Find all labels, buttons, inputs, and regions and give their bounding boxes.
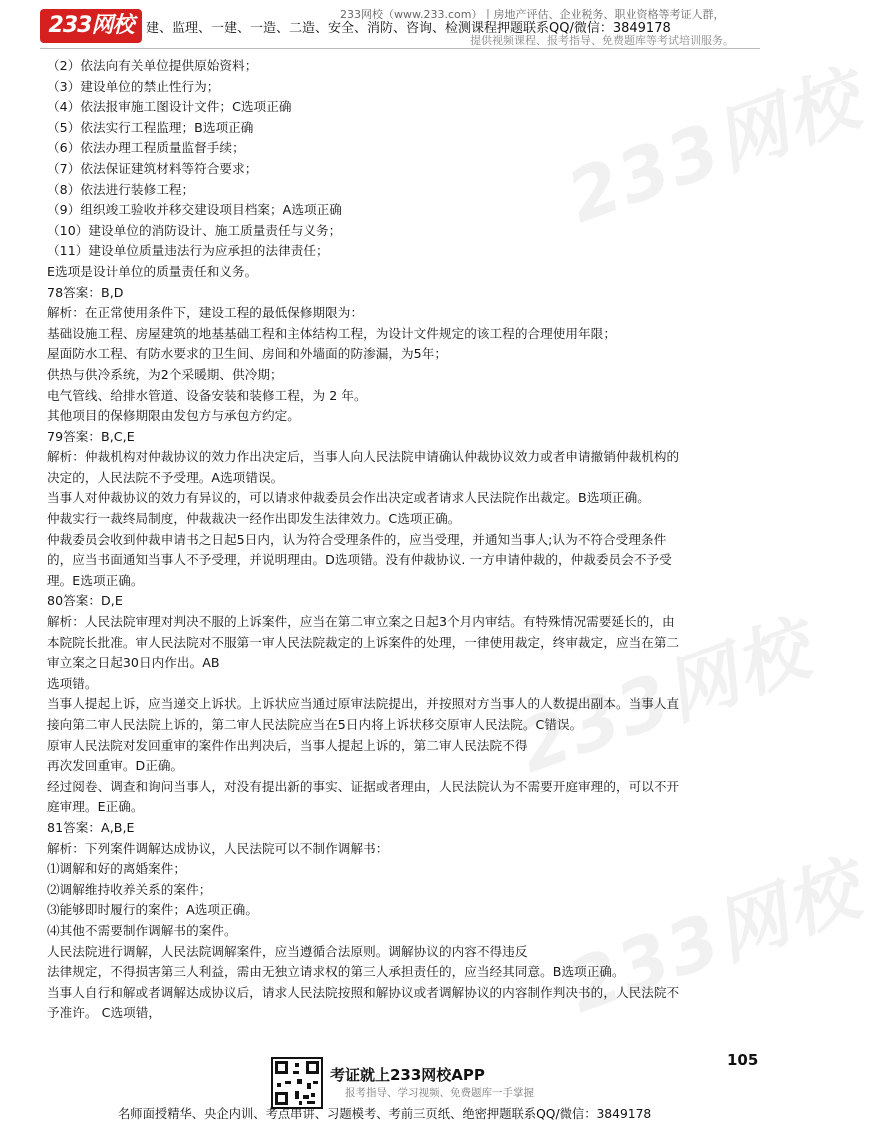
text-line: （8）依法进行装修工程； <box>47 181 195 197</box>
text-line: （11）建设单位质量违法行为应承担的法律责任； <box>47 243 329 259</box>
text-line: 经过阅卷、调查和询问当事人，对没有提出新的事实、证据或者理由，人民法院认为不需要开庭审理的，可以不开 <box>47 778 680 794</box>
text-line: 理。E选项正确。 <box>47 572 144 588</box>
text-line: 80答案：D,E <box>47 593 123 609</box>
watermark: 233网校 <box>556 56 872 240</box>
text-line: 其他项目的保修期限由发包方与承包方约定。 <box>47 408 300 424</box>
text-line: 法律规定，不得损害第三人利益，需由无独立请求权的第三人承担责任的，应当经其同意。B选项正确。 <box>47 964 625 980</box>
answer-explanations <box>47 56 759 1024</box>
text-line: （2）依法向有关单位提供原始资料； <box>47 58 258 73</box>
text-line: 解析：在正常使用条件下，建设工程的最低保修期限为： <box>47 305 364 321</box>
text-line: 解析：仲裁机构对仲裁协议的效力作出决定后，当事人向人民法院申请确认仲裁协议效力或者申请撤销仲裁机构的 <box>47 449 680 465</box>
page-number: 105 <box>727 1051 759 1069</box>
text-line: （6）依法办理工程质量监督手续； <box>47 140 245 156</box>
app-promo-title: 考证就上233网校APP <box>330 1066 485 1084</box>
text-line: 予准许。 C选项错， <box>47 1005 162 1021</box>
text-line: （5）依法实行工程监理；B选项正确 <box>47 119 254 135</box>
text-line: 仲裁实行一裁终局制度，仲裁裁决一经作出即发生法律效力。C选项正确。 <box>47 511 461 527</box>
text-line: （9）组织竣工验收并移交建设项目档案；A选项正确 <box>47 202 342 218</box>
text-line: E选项是设计单位的质量责任和义务。 <box>47 263 258 279</box>
text-line: 选项错。 <box>47 675 98 691</box>
text-line: 再次发回重审。D正确。 <box>47 758 184 774</box>
text-line: 屋面防水工程、有防水要求的卫生间、房间和外墙面的防渗漏，为5年； <box>47 346 448 362</box>
text-line: 的，应当书面通知当事人不予受理，并说明理由。D选项错。没有仲裁协议. 一方申请仲裁的，仲裁委员会不予受 <box>47 552 672 568</box>
text-line: 79答案：B,C,E <box>47 428 135 444</box>
app-qr-code[interactable] <box>271 1057 323 1109</box>
text-line: 解析：下列案件调解达成协议，人民法院可以不制作调解书： <box>47 840 389 856</box>
text-line: 78答案：B,D <box>47 284 124 300</box>
text-line: （4）依法报审施工图设计文件；C选项正确 <box>47 99 292 115</box>
header-course-list: 建、监理、一建、一造、二造、安全、消防、咨询、检测课程押题联系QQ/微信：3849178 <box>146 21 671 36</box>
text-line: 审立案之日起30日内作出。AB <box>47 655 220 671</box>
text-line: 当事人自行和解或者调解达成协议后，请求人民法院按照和解协议或者调解协议的内容制作判决书的，人民法院不 <box>47 984 680 1000</box>
text-line: （7）依法保证建筑材料等符合要求； <box>47 160 258 176</box>
text-line: 供热与供冷系统，为2个采暖期、供冷期； <box>47 366 283 382</box>
text-line: ⑶能够即时履行的案件；A选项正确。 <box>47 902 258 918</box>
text-line: ⑷其他不需要制作调解书的案件。 <box>47 922 237 938</box>
header-site-intro: 233网校（www.233.com）丨房地产评估、企业税务、职业资格等考证人群， <box>340 8 725 21</box>
text-line: ⑵调解维持收养关系的案件； <box>47 881 212 897</box>
text-line: 决定的，人民法院不予受理。A选项错误。 <box>47 469 284 485</box>
text-line: 解析：人民法院审理对判决不服的上诉案件，应当在第二审立案之日起3个月内审结。有特殊情况需要延长的，由 <box>47 614 675 630</box>
text-line: ⑴调解和好的离婚案件； <box>47 861 187 877</box>
brand-logo: 233网校 <box>40 9 142 43</box>
header-service-intro: 提供视频课程、报考指导、免费题库等考试培训服务。 <box>470 34 734 47</box>
text-line: 当事人提起上诉，应当递交上诉状。上诉状应当通过原审法院提出，并按照对方当事人的人数提出副本。当事人直 <box>47 696 680 712</box>
text-line: 人民法院进行调解，人民法院调解案件，应当遵循合法原则。调解协议的内容不得违反 <box>47 943 528 959</box>
text-line: 庭审理。E正确。 <box>47 799 144 815</box>
page-header <box>0 0 800 52</box>
text-line: 本院院长批准。审人民法院对不服第一审人民法院裁定的上诉案件的处理，一律使用裁定，终审裁定，应当在第二 <box>47 634 680 650</box>
app-promo-subtitle: 报考指导、学习视频、免费题库一手掌握 <box>345 1087 534 1099</box>
text-line: 仲裁委员会收到仲裁申请书之日起5日内，认为符合受理条件的，应当受理，并通知当事人;认为不符合受理条件 <box>47 531 667 547</box>
header-divider <box>40 48 760 49</box>
text-line: 电气管线、给排水管道、设备安装和装修工程，为 2 年。 <box>47 387 367 403</box>
text-line: 81答案：A,B,E <box>47 819 135 835</box>
text-line: （3）建设单位的禁止性行为； <box>47 78 220 94</box>
text-line: 原审人民法院对发回重审的案件作出判决后，当事人提起上诉的，第二审人民法院不得 <box>47 737 528 753</box>
text-line: 接向第二审人民法院上诉的，第二审人民法院应当在5日内将上诉状移交原审人民法院。C错误。 <box>47 717 583 732</box>
watermark: 233网校 <box>556 846 872 1030</box>
footer-contact-line: 名师面授精华、央企内训、考点串讲、习题模考、考前三页纸、绝密押题联系QQ/微信：3849178 <box>118 1107 652 1121</box>
watermark: 233网校 <box>506 606 822 790</box>
text-line: （10）建设单位的消防设计、施工质量责任与义务； <box>47 222 342 238</box>
text-line: 当事人对仲裁协议的效力有异议的，可以请求仲裁委员会作出决定或者请求人民法院作出裁定。B选项正确。 <box>47 490 650 506</box>
text-line: 基础设施工程、房屋建筑的地基基础工程和主体结构工程，为设计文件规定的该工程的合理使用年限； <box>47 325 616 341</box>
